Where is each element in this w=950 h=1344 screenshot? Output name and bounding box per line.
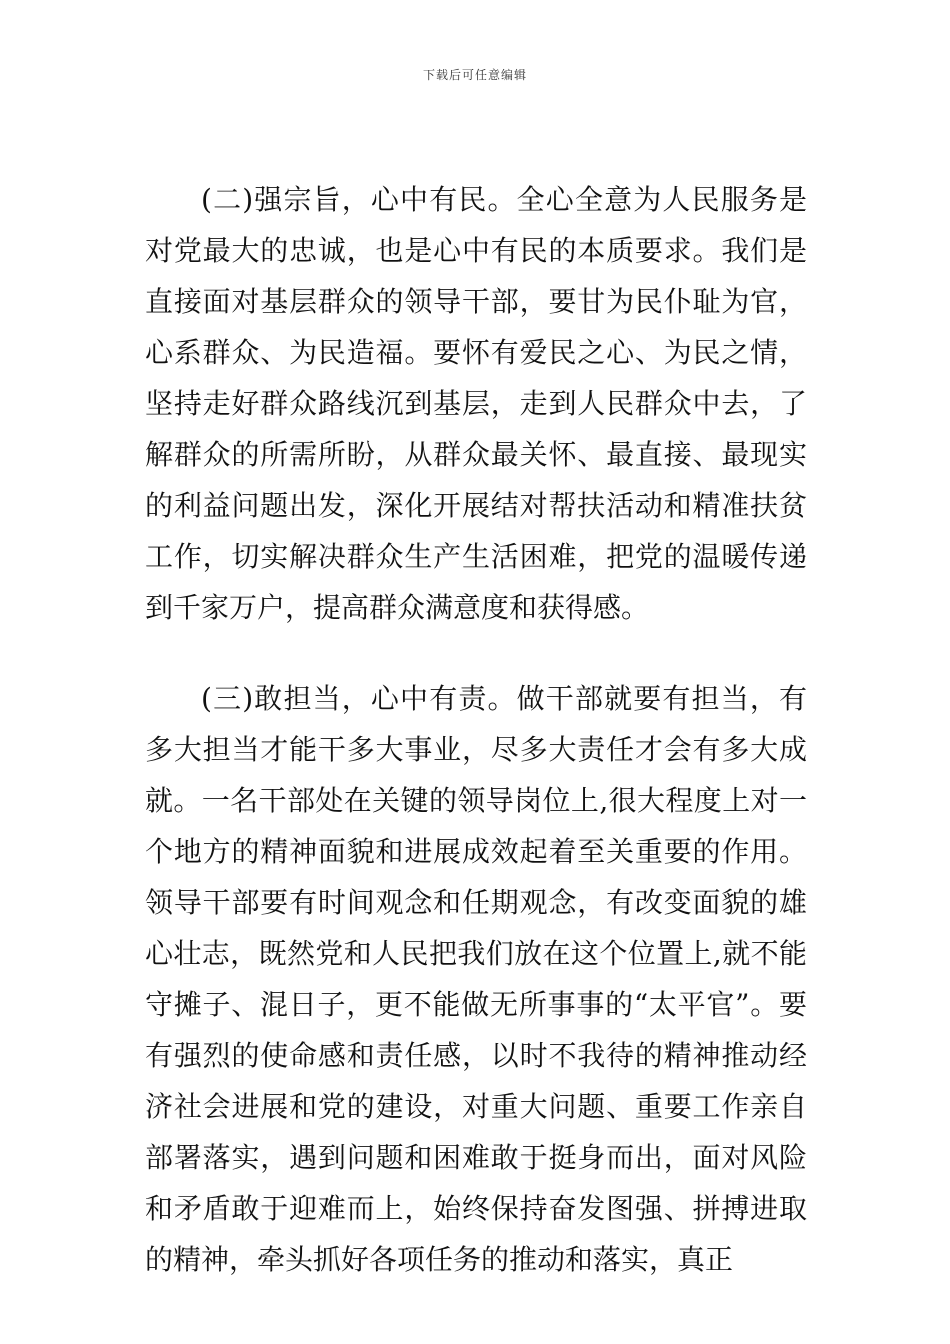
page-header: 下载后可任意编辑 (422, 68, 527, 82)
paragraph-responsibility: (三)敢担当，心中有责。做干部就要有担当，有多大担当才能干多大事业，尽多大责任才会有多大成就。一名干部处在关键的领导岗位上,很大程度上对一个地方的精神面貌和进展成效起着至关重要的作用。领导干部要有时间观念和任期观念，有改变面貌的雄心壮志，既然党和人民把我们放在这个位置上,就不能守摊子、混日子，更不能做无所事事的“太平官”。要有强烈的使命感和责任感，以时不我待的精神推动经济社会进展和党的建设，对重大问题、重要工作亲自部署落实，遇到问题和困难敢于挺身而出，面对风险和矛盾敢于迎难而上，始终保持奋发图强、拼搏进取的精神，牵头抓好各项任务的推动和落实，真正 (145, 682, 807, 1276)
paragraph-purpose: (二)强宗旨，心中有民。全心全意为人民服务是对党最大的忠诚，也是心中有民的本质要求。我们是直接面对基层群众的领导干部，要甘为民仆耻为官，心系群众、为民造福。要怀有爱民之心、为民之情，坚持走好群众路线沉到基层，走到人民群众中去，了解群众的所需所盼，从群众最关怀、最直接、最现实的利益问题出发，深化开展结对帮扶活动和精准扶贫工作，切实解决群众生产生活困难，把党的温暖传递到千家万户，提高群众满意度和获得感。 (145, 183, 807, 624)
